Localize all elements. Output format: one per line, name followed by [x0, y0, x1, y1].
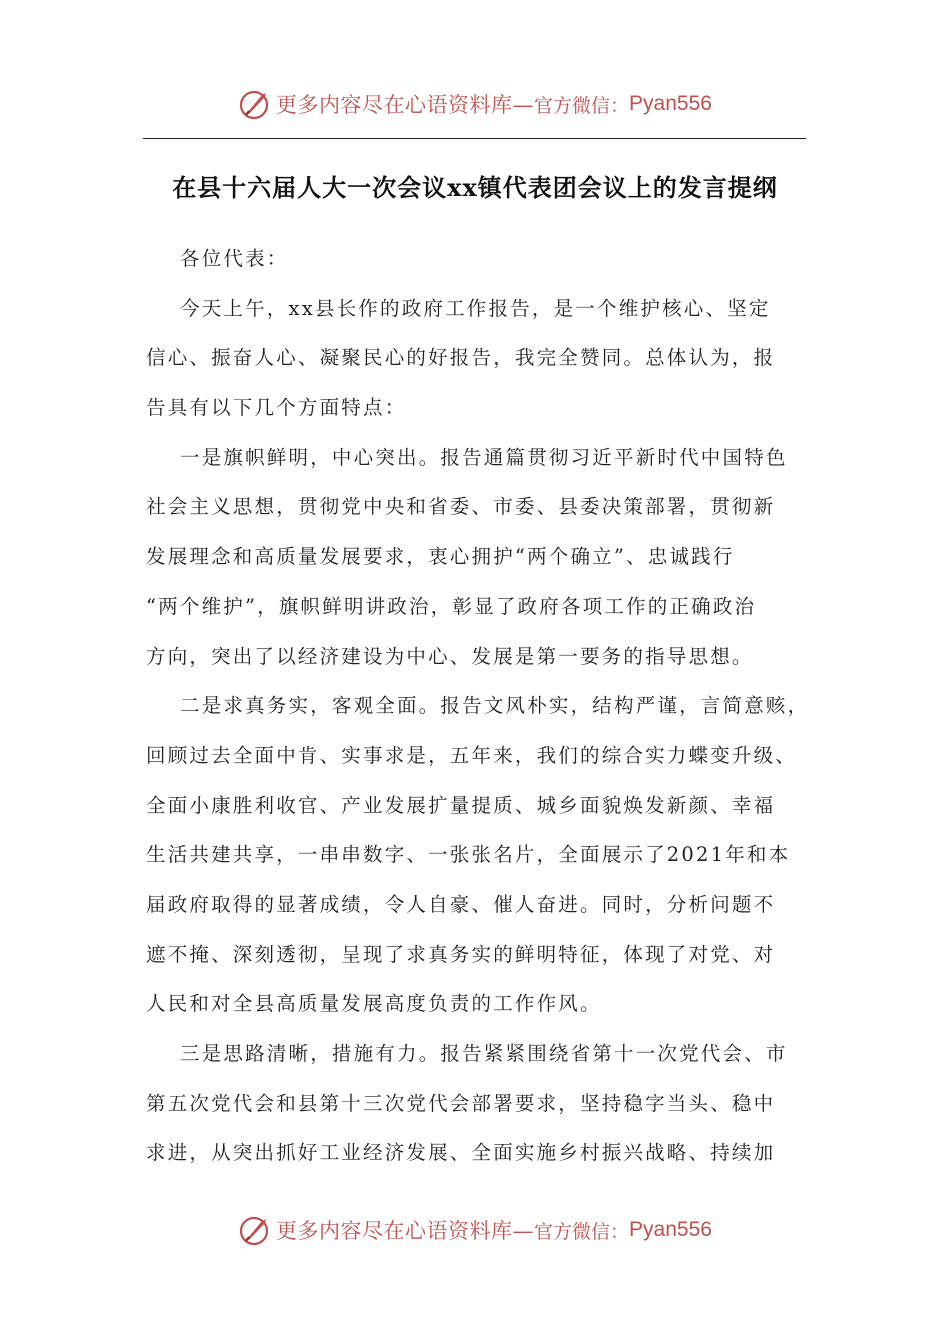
body-line: 全面小康胜利收官、产业发展扩量提质、城乡面貌焕发新颜、幸福	[146, 793, 776, 817]
document-title: 在县十六届人大一次会议xx镇代表团会议上的发言提纲	[172, 173, 778, 202]
body-line: 一是旗帜鲜明，中心突出。报告通篇贯彻习近平新时代中国特色	[180, 445, 788, 469]
body-line: 二是求真务实，客观全面。报告文风朴实，结构严谨，言简意赅，	[180, 694, 810, 718]
body-line: 遮不掩、深刻透彻，呈现了求真务实的鲜明特征，体现了对党、对	[146, 942, 776, 966]
footer-banner	[0, 1208, 950, 1252]
banner-wechat-label: 官方微信：	[534, 94, 630, 117]
header-divider	[143, 138, 806, 139]
body-line: 社会主义思想，贯彻党中央和省委、市委、县委决策部署，贯彻新	[146, 495, 776, 519]
body-line: 人民和对全县高质量发展高度负责的工作作风。	[146, 992, 602, 1016]
document-body	[146, 234, 810, 1178]
body-line: 第五次党代会和县第十三次党代会部署要求，坚持稳字当头、稳中	[146, 1091, 776, 1115]
banner-text: 更多内容尽在心语资料库—	[276, 93, 535, 117]
body-line: 求进，从突出抓好工业经济发展、全面实施乡村振兴战略、持续加	[146, 1141, 776, 1165]
body-line: 告具有以下几个方面特点：	[146, 396, 407, 420]
banner-wechat-label: 官方微信：	[534, 1220, 630, 1243]
quill-pen-icon	[238, 1213, 272, 1247]
body-line: 发展理念和高质量发展要求，衷心拥护“两个确立”、忠诚践行	[146, 545, 735, 569]
body-line: 信心、振奋人心、凝聚民心的好报告，我完全赞同。总体认为，报	[146, 346, 776, 370]
body-line: 回顾过去全面中肯、实事求是，五年来，我们的综合实力蝶变升级、	[146, 743, 798, 767]
banner-text: 更多内容尽在心语资料库—	[276, 1219, 535, 1243]
body-line: 各位代表：	[180, 247, 289, 270]
banner-wechat-id: Pyan556	[629, 92, 712, 115]
body-line: “两个维护”，旗帜鲜明讲政治，彰显了政府各项工作的正确政治	[146, 594, 757, 618]
body-line: 今天上午，xx县长作的政府工作报告，是一个维护核心、坚定	[180, 296, 771, 320]
header-banner	[0, 82, 950, 126]
body-line: 届政府取得的显著成绩，令人自豪、催人奋进。同时，分析问题不	[146, 892, 776, 916]
quill-pen-icon	[238, 87, 272, 121]
body-line: 生活共建共享，一串串数字、一张张名片，全面展示了2021年和本	[146, 843, 791, 867]
banner-wechat-id: Pyan556	[629, 1218, 712, 1241]
body-line: 三是思路清晰，措施有力。报告紧紧围绕省第十一次党代会、市	[180, 1042, 788, 1065]
body-line: 方向，突出了以经济建设为中心、发展是第一要务的指导思想。	[146, 644, 754, 668]
